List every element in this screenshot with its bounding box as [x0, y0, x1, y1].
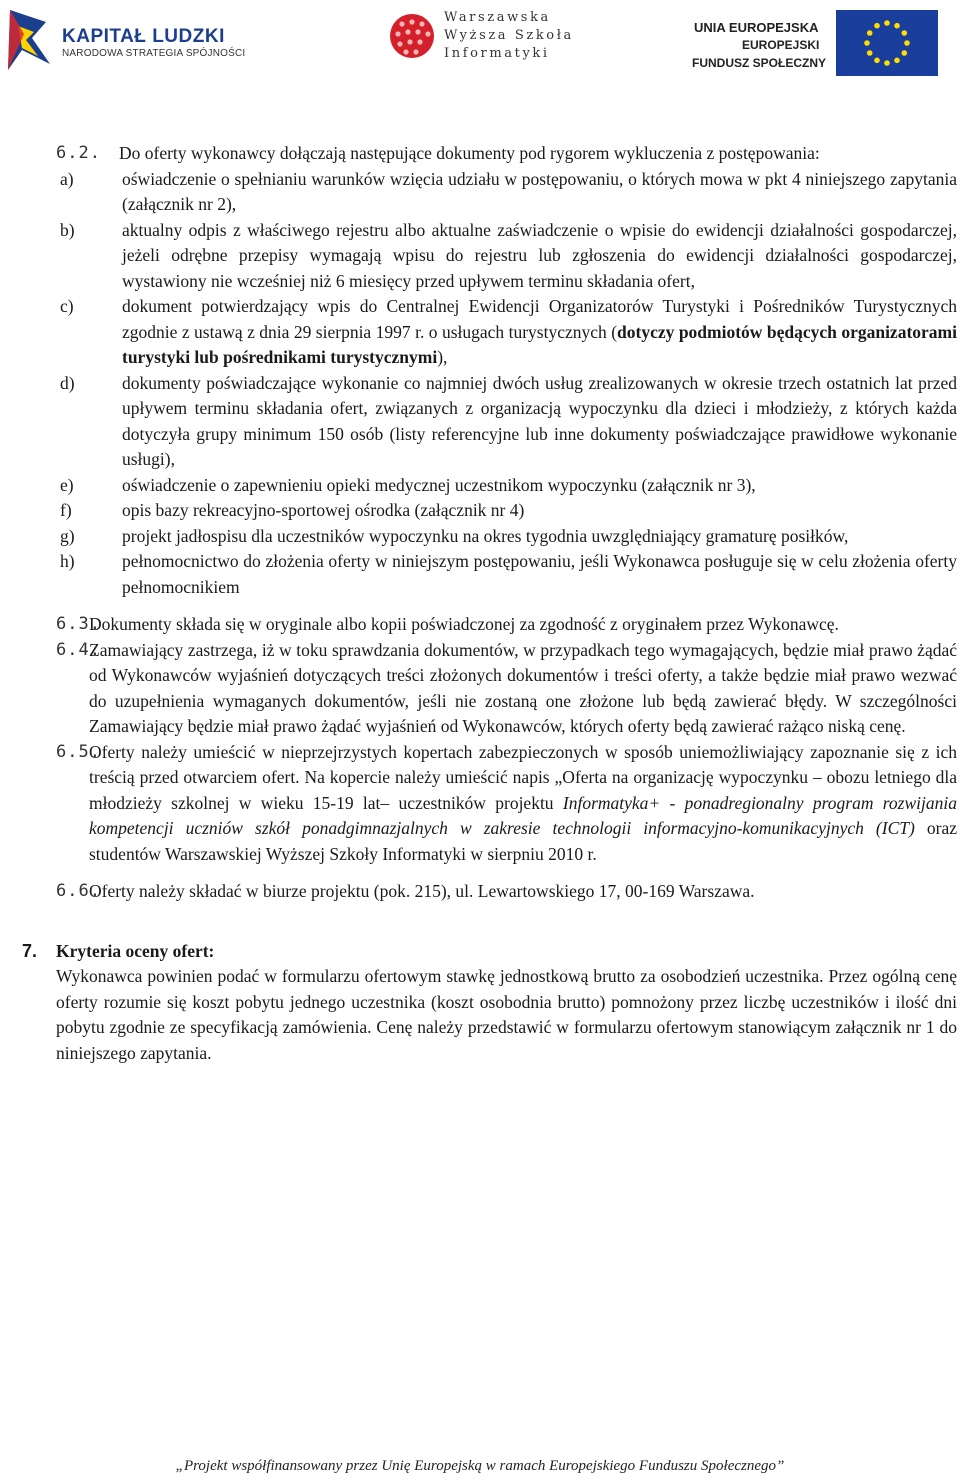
section-6-6 — [56, 879, 957, 905]
kapital-ludzki-star-icon — [4, 4, 54, 74]
list-item-e: e) oświadczenie o zapewnieniu opieki medycznej uczestnikom wypoczynku (załącznik nr 3), — [60, 474, 756, 495]
kapital-ludzki-subtitle: NARODOWA STRATEGIA SPÓJNOŚCI — [62, 48, 246, 59]
section-6-2-intro: Do oferty wykonawcy dołączają następujące dokumenty pod rygorem wykluczenia z postępowania: — [119, 143, 820, 163]
unia-europejska-logo — [690, 8, 940, 78]
section-number: 6.5. — [56, 741, 101, 762]
wwsi-line-1: Warszawska — [444, 10, 551, 25]
section-6-4 — [56, 638, 957, 740]
section-6-3 — [56, 612, 957, 638]
list-item-c: c) dokument potwierdzający wpis do Centralnej Ewidencji Organizatorów Turystyki i Pośredników Turystycznych zgodnie z ustawą z dnia 29 sierpnia 1997 r. o usługach turystycznych (dotyczy podmiotów będących organizatorami turystyki lub pośrednikami turystycznymi), — [60, 296, 957, 367]
list-item-h: h) pełnomocnictwo do złożenia oferty w niniejszym postępowaniu, jeśli Wykonawca posługuje się w celu złożenia oferty pełnomocnikiem — [60, 551, 957, 597]
list-item-b: b) aktualny odpis z właściwego rejestru albo aktualne zaświadczenie o wpisie do ewidencji działalności gospodarczej, jeżeli odrębne przepisy wymagają wpisu do rejestru lub zgłoszenia do ewidencji działalności gospodarczej, wystawiony nie wcześniej niż 6 miesięcy przed upływem terminu składania ofert, — [60, 219, 957, 291]
section-number: 6.6. — [56, 881, 101, 901]
section-7-number: 7. — [22, 940, 38, 961]
section-7-title: Kryteria oceny ofert: — [56, 940, 215, 961]
document-body — [22, 141, 957, 1066]
list-item-f: f) opis bazy rekreacyjno-sportowej ośrodka (załącznik nr 4) — [60, 500, 525, 520]
section-6-2-list — [56, 167, 957, 601]
section-6-2 — [56, 141, 957, 167]
page-footer: „Projekt współfinansowany przez Unię Europejską w ramach Europejskiego Funduszu Społecznego” — [175, 1458, 785, 1474]
ue-line-2: EUROPEJSKI — [742, 38, 820, 52]
wwsi-logo — [388, 8, 588, 68]
list-item-g: g) projekt jadłospisu dla uczestników wypoczynku na okres tygodnia uwzględniający gramaturę posiłków, — [60, 525, 849, 546]
section-6-4-text: Zamawiający zastrzega, iż w toku sprawdzania dokumentów, w przypadkach tego wymagających, będzie miał prawo żądać od Wykonawców wyjaśnień dotyczących treści złożonych dokumentów i treści oferty, a także będzie miał prawo wezwać do uzupełnienia wymaganych dokumentów, jeśli nie zostaną one złożone lub będą zawierać błędy. W szczególności Zamawiający będzie miał prawo żądać wyjaśnień od Wykonawców, których oferty będą zawierać rażąco niską cenę. — [89, 639, 957, 736]
section-6-5 — [56, 740, 957, 868]
section-number: 6.2. — [56, 143, 101, 163]
eu-flag-icon — [836, 10, 938, 76]
section-6-6-text: Oferty należy składać w biurze projektu (pok. 215), ul. Lewartowskiego 17, 00-169 Warszawa. — [89, 881, 755, 901]
ue-line-3: FUNDUSZ SPOŁECZNY — [692, 56, 827, 70]
list-item-a: a) oświadczenie o spełnianiu warunków wzięcia udziału w postępowaniu, o których mowa w pkt 4 niniejszego zapytania (załącznik nr 2), — [60, 168, 957, 214]
section-7 — [22, 939, 957, 1067]
wwsi-line-2: Wyższa Szkoła — [444, 28, 574, 43]
kapital-ludzki-title: KAPITAŁ LUDZKI — [62, 26, 225, 47]
kapital-ludzki-logo — [4, 2, 304, 76]
section-number: 6.3. — [56, 614, 101, 634]
section-7-text: Wykonawca powinien podać w formularzu ofertowym stawkę jednostkową brutto za osobodzień uczestnika. Przez ogólną cenę oferty rozumie się koszt pobytu jednego uczestnika (koszt osobodnia brutto) pomnożony przez liczbę uczestników i ilość dni pobytu zgodnie ze specyfikacją zamówienia. Cenę należy przedstawić w formularzu ofertowym stanowiącym załącznik nr 1 do niniejszego zapytania. — [56, 966, 957, 1063]
page-header — [0, 0, 960, 90]
wwsi-line-3: Informatyki — [444, 46, 550, 61]
wwsi-sphere-icon — [388, 12, 436, 60]
list-item-d: d) dokumenty poświadczające wykonanie co najmniej dwóch usług zrealizowanych w okresie trzech ostatnich lat przed upływem terminu składania ofert, związanych z organizacją wypoczynku dla dzieci i młodzieży, z których każda dotyczyła grupy minimum 150 osób (listy referencyjne lub inne dokumenty poświadczające prawidłowe wykonanie usługi), — [60, 372, 957, 469]
section-number: 6.4. — [56, 639, 101, 660]
section-6-5-text: Oferty należy umieścić w nieprzejrzystych kopertach zabezpieczonych w sposób uniemożliwiający zapoznanie się z ich treścią przed otwarciem ofert. Na kopercie należy umieścić napis „Oferta na organizację wypoczynku – obozu letniego dla młodzieży szkolnej w wieku 15-19 lat– uczestników projektu Informatyka+ - ponadregionalny program rozwijania kompetencji uczniów szkół ponadgimnazjalnych w zakresie technologii informacyjno-komunikacyjnych (ICT) oraz studentów Warszawskiej Wyższej Szkoły Informatyki w sierpniu 2010 r. — [89, 741, 957, 864]
ue-line-1: UNIA EUROPEJSKA — [694, 20, 819, 35]
section-6-3-text: Dokumenty składa się w oryginale albo kopii poświadczonej za zgodność z oryginałem przez Wykonawcę. — [89, 614, 839, 634]
